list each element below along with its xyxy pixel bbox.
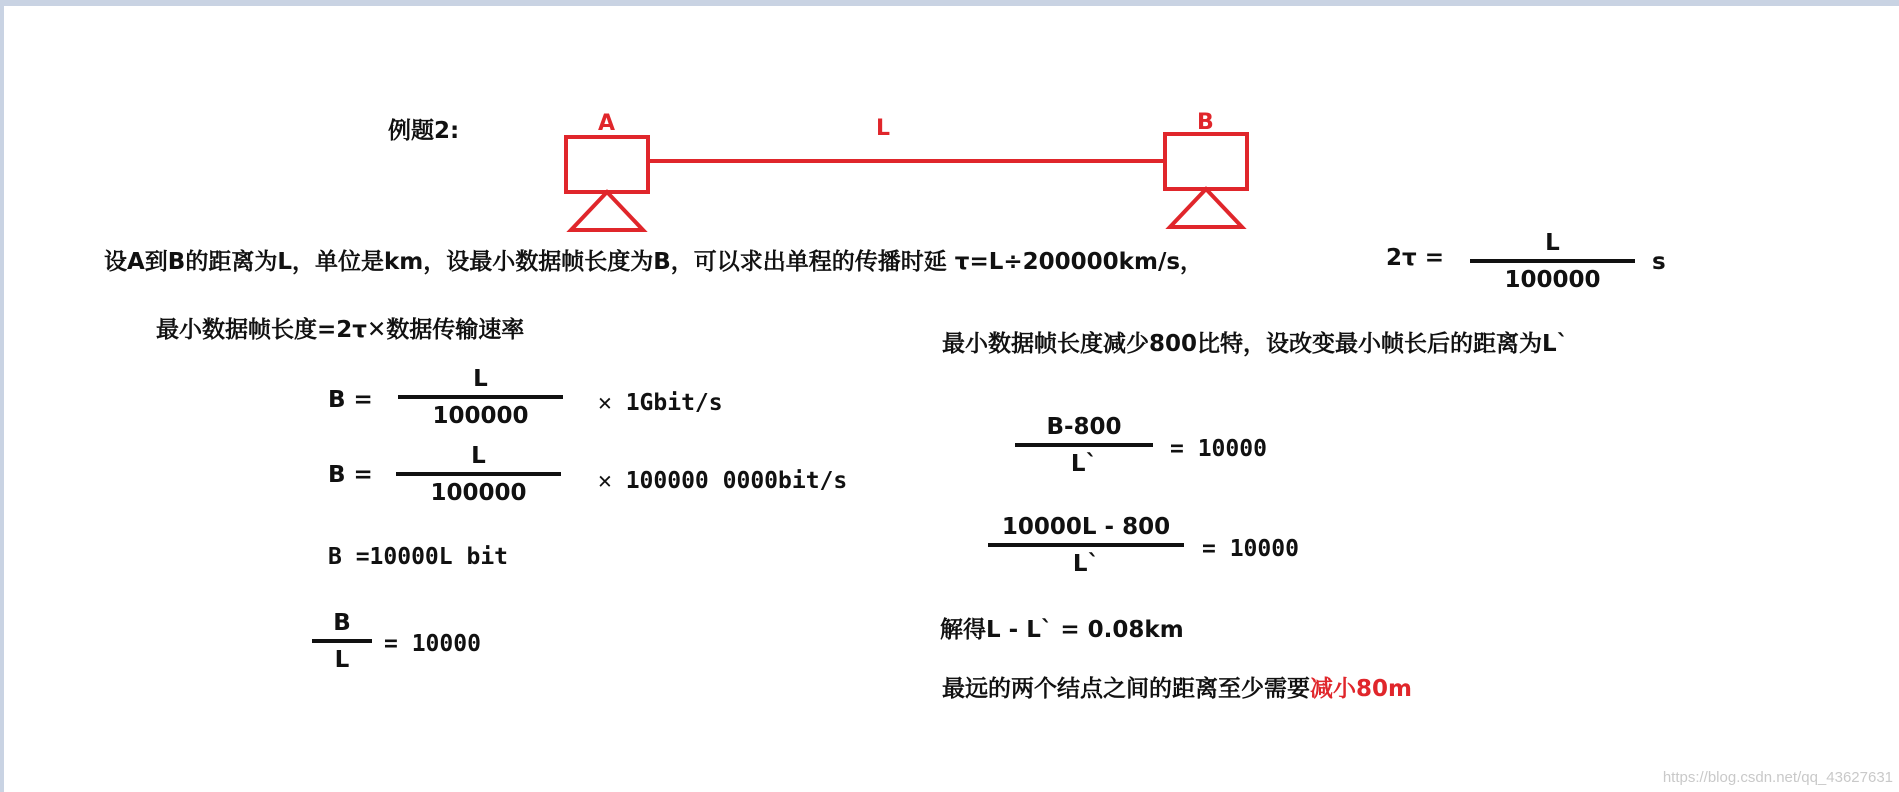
conclusion-highlight: 减小80m bbox=[1310, 676, 1412, 702]
fraction-bar bbox=[988, 543, 1184, 547]
problem-statement: 设A到B的距离为L，单位是km，设最小数据帧长度为B，可以求出单程的传播时延 τ=L÷200000km/s， bbox=[104, 249, 1204, 275]
eq2-lhs: B = bbox=[328, 462, 373, 488]
node-b-base bbox=[1170, 189, 1242, 227]
two-tau-fraction bbox=[1470, 230, 1635, 293]
node-a-station bbox=[566, 137, 648, 230]
fraction-numerator: B bbox=[333, 610, 351, 636]
r-eq1-rhs: = 10000 bbox=[1170, 436, 1267, 462]
node-b-box bbox=[1165, 134, 1247, 189]
node-a-box bbox=[566, 137, 648, 192]
fraction-numerator: L bbox=[471, 443, 486, 469]
min-frame-formula: 最小数据帧长度=2τ✕数据传输速率 bbox=[156, 317, 525, 343]
window-left-border bbox=[0, 0, 4, 792]
fraction-bar bbox=[398, 395, 563, 399]
eq2-rhs: ✕ 100000 0000bit/s bbox=[598, 468, 848, 494]
eq2-fraction bbox=[396, 443, 561, 506]
node-b-label: B bbox=[1197, 110, 1214, 135]
node-a-label: A bbox=[598, 111, 616, 136]
eq3: B =10000L bit bbox=[328, 544, 509, 570]
fraction-bar bbox=[1470, 259, 1635, 263]
r-eq2-fraction bbox=[988, 514, 1184, 577]
fraction-numerator: B-800 bbox=[1046, 414, 1122, 440]
right-heading: 最小数据帧长度减少800比特，设改变最小帧长后的距离为L` bbox=[942, 331, 1569, 357]
conclusion-text: 最远的两个结点之间的距离至少需要 bbox=[942, 676, 1310, 702]
window-top-border bbox=[0, 0, 1899, 6]
fraction-bar bbox=[1015, 443, 1153, 447]
eq4-rhs: = 10000 bbox=[384, 631, 481, 657]
fraction-denominator: 100000 bbox=[430, 480, 527, 506]
two-tau-label: 2τ = bbox=[1386, 245, 1444, 271]
fraction-denominator: 100000 bbox=[1504, 267, 1601, 293]
node-b-station bbox=[1165, 134, 1247, 227]
eq4-fraction bbox=[312, 610, 372, 673]
fraction-numerator: 10000L - 800 bbox=[1001, 514, 1171, 540]
node-a-base bbox=[571, 192, 643, 230]
link-label: L bbox=[876, 116, 891, 141]
watermark: https://blog.csdn.net/qq_43627631 bbox=[1662, 769, 1893, 786]
eq1-fraction bbox=[398, 366, 563, 429]
conclusion bbox=[942, 675, 1412, 703]
example-title: 例题2: bbox=[388, 118, 460, 144]
eq1-lhs: B = bbox=[328, 387, 373, 413]
fraction-denominator: L` bbox=[1072, 551, 1100, 577]
fraction-bar bbox=[312, 639, 372, 643]
fraction-bar bbox=[396, 472, 561, 476]
fraction-denominator: L bbox=[334, 647, 350, 673]
fraction-numerator: L bbox=[1545, 230, 1560, 256]
r-eq2-rhs: = 10000 bbox=[1202, 536, 1299, 562]
fraction-denominator: 100000 bbox=[432, 403, 529, 429]
eq1-rhs: ✕ 1Gbit/s bbox=[598, 390, 723, 416]
fraction-numerator: L bbox=[473, 366, 488, 392]
solve-result: 解得L - L` = 0.08km bbox=[940, 617, 1184, 643]
fraction-denominator: L` bbox=[1070, 451, 1098, 477]
r-eq1-fraction bbox=[1015, 414, 1153, 477]
two-tau-unit: s bbox=[1652, 249, 1666, 275]
